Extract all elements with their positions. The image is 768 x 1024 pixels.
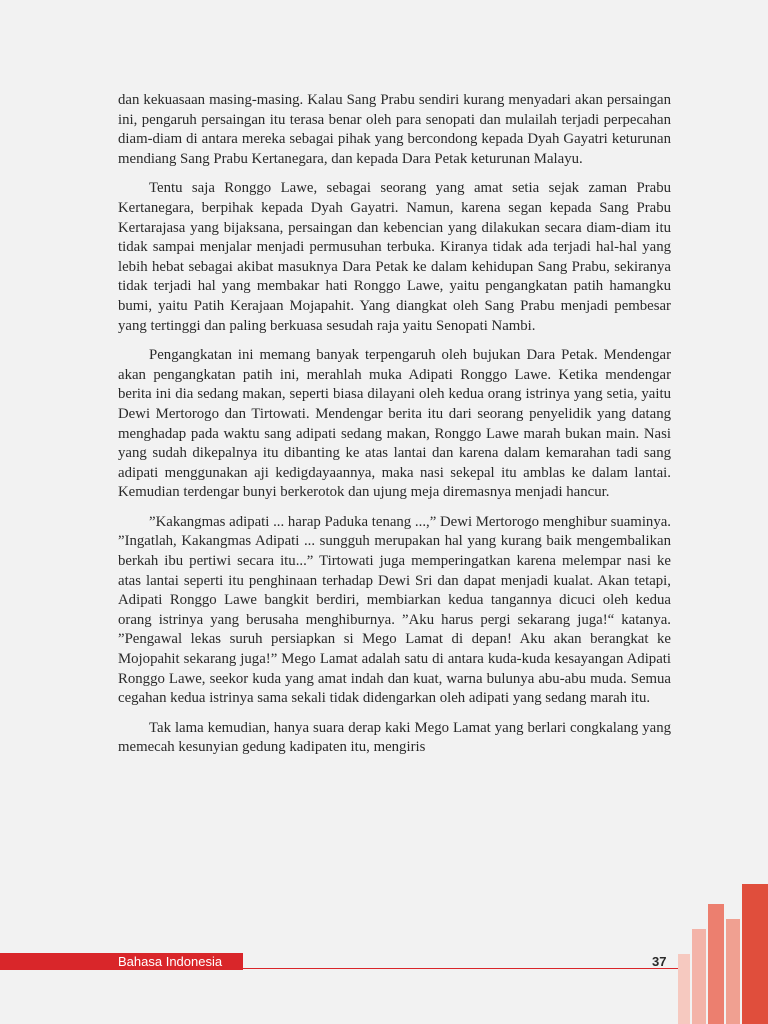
page-body [118, 91, 671, 768]
book-title: Bahasa Indonesia [118, 954, 223, 969]
stripe-4 [726, 919, 740, 1024]
paragraph-3: Pengangkatan ini memang banyak terpengaruh oleh bujukan Dara Petak. Mendengar akan pengangkatan patih ini, merahlah muka Adipati Ronggo Lawe. Ketika mendengar berita ini dia sedang makan, seperti biasa dilayani oleh kedua orang istrinya yang setia, yaitu Dewi Mertorogo dan Tirtowati. Mendengar berita itu dari seorang penyelidik yang datang menghadap pada waktu sang adipati sedang makan, Ronggo Lawe marah bukan main. Nasi yang sudah dikepalnya itu dibanting ke atas lantai dan karena dalam kemarahan tadi sang adipati menggunakan aji kedigdayaannya, maka nasi sekepal itu amblas ke dalam lantai. Kemudian terdengar bunyi berkerotok dan ujung meja diremasnya menjadi hancur. [118, 347, 671, 501]
stripe-5 [742, 884, 768, 1024]
decorative-stripes [678, 884, 768, 1024]
stripe-2 [692, 929, 706, 1024]
stripe-1 [678, 954, 690, 1024]
page-footer [0, 953, 768, 970]
footer-rule [243, 968, 683, 969]
paragraph-1: dan kekuasaan masing-masing. Kalau Sang Prabu sendiri kurang menyadari akan persaingan ini, pengaruh persaingan itu terasa benar oleh para senopati dan mulailah terjadi perpecahan diam-diam di antara mereka sebagai pihak yang bercondong kepada Dyah Gayatri keturunan mendiang Sang Prabu Kertanegara, dan kepada Dara Petak keturunan Malayu. [118, 92, 671, 167]
paragraph-4: ”Kakangmas adipati ... harap Paduka tenang ...,” Dewi Mertorogo menghibur suaminya. ”Ingatlah, Kakangmas Adipati ... sungguh merupakan hal yang kurang baik mengembalikan berkah ibu pertiwi secara itu...” Tirtowati juga memperingatkan karena melempar nasi ke atas lantai seperti itu penghinaan terhadap Dewi Sri dan dapat menjadi kualat. Akan tetapi, Adipati Ronggo Lawe bangkit berdiri, membiarkan kedua tangannya dicuci oleh kedua orang istrinya yang berusaha menghiburnya. ”Aku harus pergi sekarang juga!“ katanya. ”Pengawal lekas suruh persiapkan si Mego Lamat di depan! Aku akan berangkat ke Mojopahit sekarang juga!” Mego Lamat adalah satu di antara kuda-kuda kesayangan Adipati Ronggo Lawe, seekor kuda yang amat indah dan kuat, warna bulunya abu-abu muda. Semua cegahan kedua istrinya sama sekali tidak didengarkan oleh adipati yang sedang marah itu. [118, 513, 671, 707]
stripe-3 [708, 904, 724, 1024]
paragraph-2: Tentu saja Ronggo Lawe, sebagai seorang yang amat setia sejak zaman Prabu Kertanegara, berpihak kepada Dyah Gayatri. Namun, karena segan kepada Sang Prabu Kertarajasa yang bijaksana, persaingan dan kebencian yang dilakukan secara diam-diam itu tidak sampai menjalar menjadi permusuhan terbuka. Kiranya tidak ada terjadi hal-hal yang lebih hebat sebagai akibat masuknya Dara Petak ke dalam kehidupan Sang Prabu, sekiranya tidak terjadi hal yang membakar hati Ronggo Lawe, yaitu pengangkatan patih hamangku bumi, yaitu Patih Kerajaan Mojapahit. Yang diangkat oleh Sang Prabu menjadi pembesar yang tertinggi dan paling berkuasa sesudah raja yaitu Senopati Nambi. [118, 180, 671, 334]
paragraph-5: Tak lama kemudian, hanya suara derap kaki Mego Lamat yang berlari congkalang yang memecah kesunyian gedung kadipaten itu, mengiris [118, 719, 671, 756]
page-number: 37 [652, 954, 667, 969]
